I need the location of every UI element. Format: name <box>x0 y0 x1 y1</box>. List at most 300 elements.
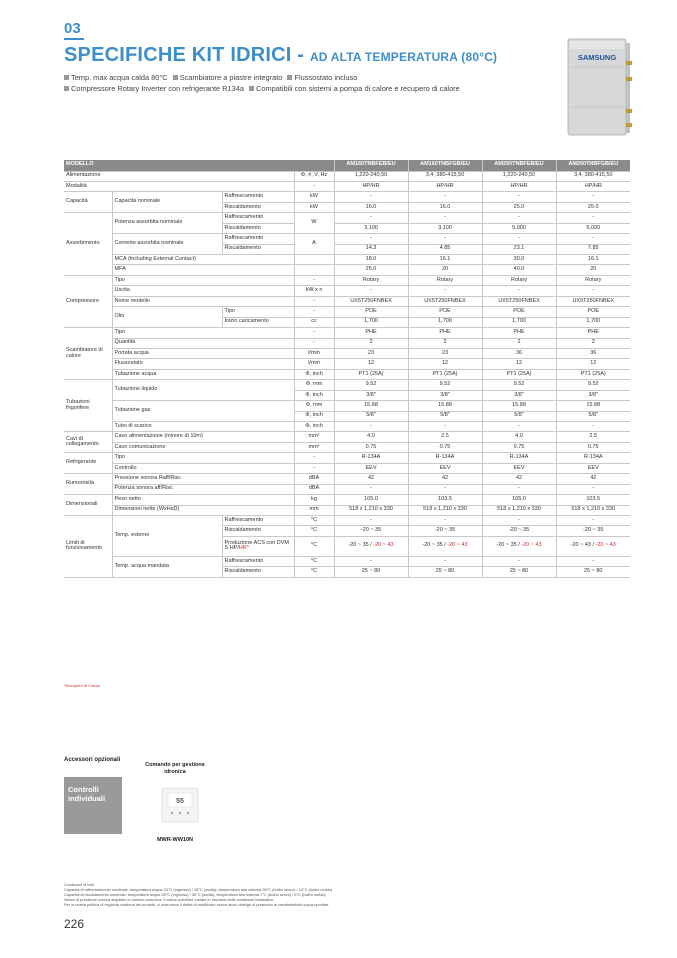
unit-cell: kW x n <box>294 286 334 296</box>
value-hp: -20 ~ 43 / <box>570 542 596 549</box>
unit-cell: Φ, inch <box>294 369 334 379</box>
row-label: Peso netto <box>112 495 294 505</box>
table-header-row <box>64 160 630 171</box>
value-cell: - <box>556 422 630 432</box>
row-label: Tubazione liquido <box>112 380 294 401</box>
value-cell: PT1 (25A) <box>482 369 556 379</box>
table-row <box>64 286 630 296</box>
bullet-icon <box>173 75 178 80</box>
value-cell: -20 ~ 35 <box>408 526 482 536</box>
table-row <box>64 255 630 265</box>
row-label: Controllo <box>112 463 294 473</box>
value-cell: EEV <box>482 463 556 473</box>
table-row <box>64 213 630 223</box>
value-cell: - <box>482 192 556 202</box>
value-hr: -20 ~ 43 <box>373 542 394 549</box>
value-cell: Rotary <box>408 275 482 285</box>
unit-cell: W <box>294 213 334 234</box>
value-hr: -20 ~ 43 <box>447 542 468 549</box>
unit-cell <box>294 255 334 265</box>
value-cell: R-134A <box>482 453 556 463</box>
row-label: Pressione sonora Raff/Risc <box>112 474 294 484</box>
value-cell: 1,700 <box>556 317 630 327</box>
value-cell: 12 <box>482 359 556 369</box>
row-label: Potenza sonora aff/Risc <box>112 484 294 494</box>
value-cell: 20 <box>408 265 482 275</box>
value-cell: 2 <box>482 338 556 348</box>
value-cell <box>334 536 408 556</box>
value-cell: - <box>334 286 408 296</box>
table-row <box>64 338 630 348</box>
value-cell: - <box>408 556 482 566</box>
row-label: MFA <box>112 265 294 275</box>
group-label: Refrigerante <box>64 453 112 474</box>
row-label: Dimensioni nette (WxHxD) <box>112 505 294 515</box>
value-cell: - <box>482 234 556 244</box>
row-label: Raffrescamento <box>222 213 294 223</box>
unit-cell: mm² <box>294 442 334 452</box>
value-hp: -20 ~ 35 / <box>422 542 448 549</box>
note-line: Condizioni di test: <box>64 882 95 887</box>
value-cell: 9.52 <box>334 380 408 390</box>
value-cell: 25.0 <box>482 202 556 212</box>
accessories-title: Accessori opzionali <box>64 757 121 763</box>
value-cell: 5,000 <box>556 223 630 233</box>
value-cell: 0.75 <box>556 442 630 452</box>
row-label: Raffrescamento <box>222 556 294 566</box>
value-cell: Rotary <box>334 275 408 285</box>
unit-cell: - <box>294 463 334 473</box>
group-label: Cavi di collegamento <box>64 432 112 453</box>
row-label: Modalità <box>64 181 294 191</box>
header-modello: MODELLO <box>64 160 334 171</box>
page-number: 226 <box>64 917 85 931</box>
group-label: Limiti di funzionamento <box>64 515 112 577</box>
value-cell: 42 <box>556 474 630 484</box>
row-label: Portata acqua <box>112 348 294 358</box>
sub-label: Capacità nominale <box>112 192 222 213</box>
value-cell: PHE <box>482 328 556 338</box>
value-cell: 518 x 1,210 x 330 <box>556 505 630 515</box>
table-row <box>64 422 630 432</box>
value-cell: R-134A <box>408 453 482 463</box>
value-cell: - <box>482 515 556 525</box>
value-cell: 18.0 <box>334 255 408 265</box>
brand-logo: SAMSUNG <box>577 53 617 62</box>
value-cell: PT1 (25A) <box>556 369 630 379</box>
value-cell: 25 ~ 80 <box>556 567 630 577</box>
row-label: Alimentazione <box>64 171 294 181</box>
value-cell: 4.85 <box>408 244 482 254</box>
unit-cell: - <box>294 307 334 317</box>
unit-cell: - <box>294 181 334 191</box>
bullet-icon <box>249 86 254 91</box>
row-label: Tubo di scarico <box>112 422 294 432</box>
row-label <box>222 536 294 556</box>
table-row <box>64 453 630 463</box>
table-row <box>64 432 630 442</box>
table-row <box>64 328 630 338</box>
controller-model: MWR-WW10N <box>156 837 194 843</box>
value-cell <box>482 536 556 556</box>
table-row <box>64 348 630 358</box>
title-sub: AD ALTA TEMPERATURA (80°C) <box>309 50 498 64</box>
row-label: Flussostato <box>112 359 294 369</box>
bullet-icon <box>64 86 69 91</box>
table-row <box>64 307 630 317</box>
row-label: Raffrescamento <box>222 192 294 202</box>
value-cell: 3/8" <box>556 390 630 400</box>
value-cell: 518 x 1,210 x 330 <box>334 505 408 515</box>
value-cell <box>556 536 630 556</box>
value-cell: - <box>556 286 630 296</box>
value-cell: 23 <box>408 348 482 358</box>
row-label: Riscaldamento <box>222 223 294 233</box>
value-cell: 12 <box>334 359 408 369</box>
row-label: Riscaldamento <box>222 244 294 254</box>
value-cell: 3/8" <box>408 390 482 400</box>
row-label: Riscaldamento <box>222 567 294 577</box>
footnote-recupero: *Recupero di Calore <box>64 683 101 688</box>
value-cell: - <box>334 422 408 432</box>
unit-cell: Φ, mm <box>294 380 334 390</box>
unit-cell: kW <box>294 202 334 212</box>
value-cell: -20 ~ 35 <box>334 526 408 536</box>
table-row <box>64 380 630 390</box>
value-cell: EEV <box>408 463 482 473</box>
value-cell: HP/HR <box>482 181 556 191</box>
value-cell: 3,100 <box>334 223 408 233</box>
value-cell: POE <box>556 307 630 317</box>
value-cell: 0.75 <box>408 442 482 452</box>
unit-cell: - <box>294 453 334 463</box>
feature-item: Scambiatore a piastre integrato <box>179 73 283 82</box>
value-cell: 36 <box>482 348 556 358</box>
value-cell: 0.75 <box>482 442 556 452</box>
unit-cell: °C <box>294 567 334 577</box>
header-model: AM160TNBFEB/EU <box>334 160 408 171</box>
row-label: Uscita <box>112 286 294 296</box>
value-cell: 5/8" <box>408 411 482 421</box>
unit-cell: - <box>294 296 334 306</box>
value-cell: 4.0 <box>334 432 408 442</box>
row-label: Raffrescamento <box>222 515 294 525</box>
value-cell: 1,700 <box>482 317 556 327</box>
value-cell: 103.5 <box>408 495 482 505</box>
unit-cell: °C <box>294 556 334 566</box>
value-cell: 16.0 <box>334 202 408 212</box>
value-cell <box>408 536 482 556</box>
value-cell: 23.1 <box>482 244 556 254</box>
bullet-icon <box>64 75 69 80</box>
unit-cell: - <box>294 275 334 285</box>
value-cell: 3/8" <box>482 390 556 400</box>
row-label: Tubazione gas <box>112 401 294 422</box>
table-row <box>64 275 630 285</box>
row-label: MCA (Including External Contact) <box>112 255 294 265</box>
row-label: Nome modello <box>112 296 294 306</box>
feature-list <box>64 72 463 94</box>
value-cell: Rotary <box>482 275 556 285</box>
spec-table <box>64 160 630 578</box>
value-cell: 3,4, 380-415,50 <box>408 171 482 181</box>
controls-group-label: Controlli individuali <box>68 785 106 803</box>
sub-label: Temp. acqua mandata <box>112 556 222 577</box>
sub-label: Olio <box>112 307 222 328</box>
value-cell: 15.88 <box>408 401 482 411</box>
value-cell: - <box>408 422 482 432</box>
sub-label: Corrente assorbita nominale <box>112 234 222 255</box>
value-cell: PT1 (25A) <box>408 369 482 379</box>
value-cell: 103.5 <box>556 495 630 505</box>
group-label: Dimensionali <box>64 495 112 516</box>
value-cell: R-134A <box>334 453 408 463</box>
value-hp: -20 ~ 35 / <box>496 542 522 549</box>
row-label: Riscaldamento <box>222 202 294 212</box>
value-hr: -20 ~ 43 <box>595 542 616 549</box>
unit-cell: Φ, inch <box>294 390 334 400</box>
row-label: Inizio caricamento <box>222 317 294 327</box>
unit-cell: mm² <box>294 432 334 442</box>
table-row <box>64 495 630 505</box>
value-cell: - <box>482 556 556 566</box>
value-cell: - <box>334 484 408 494</box>
value-cell: - <box>334 213 408 223</box>
table-row <box>64 484 630 494</box>
value-cell: 1,700 <box>334 317 408 327</box>
row-label: Quantità <box>112 338 294 348</box>
value-cell: 0.75 <box>334 442 408 452</box>
value-cell: 5/8" <box>556 411 630 421</box>
value-cell: 2 <box>334 338 408 348</box>
unit-cell <box>294 265 334 275</box>
command-title: Comando per gestione idronica <box>145 762 205 775</box>
value-cell: 2.5 <box>408 432 482 442</box>
value-cell: 25.0 <box>556 202 630 212</box>
value-cell: POE <box>482 307 556 317</box>
row-label: Riscaldamento <box>222 526 294 536</box>
chapter-rule <box>64 38 84 40</box>
value-cell: HP/HR <box>334 181 408 191</box>
row-label: Tipo <box>112 275 294 285</box>
feature-row <box>64 83 463 94</box>
value-cell: - <box>334 234 408 244</box>
value-cell: - <box>408 515 482 525</box>
value-cell: - <box>334 192 408 202</box>
value-cell: 16.0 <box>408 202 482 212</box>
table-row <box>64 515 630 525</box>
unit-cell: mm <box>294 505 334 515</box>
group-label: Rumorosità <box>64 474 112 495</box>
header-model: AM160TNBFGB/EU <box>408 160 482 171</box>
table-row <box>64 556 630 566</box>
page-title <box>64 44 497 67</box>
row-label: Tubazione acqua <box>112 369 294 379</box>
value-cell: 1,700 <box>408 317 482 327</box>
chapter-number: 03 <box>64 20 81 37</box>
unit-cell: °C <box>294 515 334 525</box>
svg-text:55: 55 <box>176 798 184 805</box>
unit-cell: Φ, mm <box>294 401 334 411</box>
value-cell: -20 ~ 35 <box>556 526 630 536</box>
value-hr: -20 ~ 43 <box>521 542 542 549</box>
value-cell: 9.52 <box>482 380 556 390</box>
header-model: AM250TNBFGB/EU <box>556 160 630 171</box>
unit-cell: dBA <box>294 474 334 484</box>
value-cell: - <box>408 286 482 296</box>
value-cell: 25 ~ 80 <box>482 567 556 577</box>
value-cell: - <box>556 234 630 244</box>
bullet-icon <box>287 75 292 80</box>
value-cell: 25 ~ 80 <box>408 567 482 577</box>
value-cell: EEV <box>556 463 630 473</box>
value-cell: 9.52 <box>408 380 482 390</box>
table-row <box>64 463 630 473</box>
unit-cell: cc <box>294 317 334 327</box>
value-cell: PHE <box>334 328 408 338</box>
feature-item: Compatibili con sistemi a pompa di calore e recupero di calore <box>256 84 460 93</box>
group-label: Compressore <box>64 275 112 327</box>
value-cell: 15.88 <box>334 401 408 411</box>
table-row <box>64 505 630 515</box>
value-cell: 15.88 <box>482 401 556 411</box>
value-cell: 3/8" <box>334 390 408 400</box>
table-row <box>64 171 630 181</box>
value-cell: POE <box>408 307 482 317</box>
value-cell: UX5T250FNBEX <box>556 296 630 306</box>
value-cell: 518 x 1,210 x 330 <box>408 505 482 515</box>
unit-cell: l/min <box>294 348 334 358</box>
value-hp: -20 ~ 35 / <box>348 542 374 549</box>
table-row <box>64 265 630 275</box>
unit-cell: - <box>294 328 334 338</box>
value-cell: 5/8" <box>482 411 556 421</box>
unit-cell: kW <box>294 192 334 202</box>
table-row <box>64 296 630 306</box>
value-cell: - <box>556 515 630 525</box>
table-row <box>64 234 630 244</box>
note-line: Capacità di raffreddamento nominale: temperatura acqua 23°C (ingresso) / 18°C (uscita); temperatura aria esterna 35°C (bulbo secco) / 24°C (bulbo umido) <box>64 887 333 892</box>
row-label: Cavo comunicazione <box>112 442 294 452</box>
unit-cell: A <box>294 234 334 255</box>
row-label: Tipo <box>222 307 294 317</box>
header-model: AM250TNBFEB/EU <box>482 160 556 171</box>
value-cell: 105.0 <box>482 495 556 505</box>
unit-cell: °C <box>294 526 334 536</box>
feature-item: Compressore Rotary Inverter con refrigerante R134a <box>71 84 244 93</box>
table-row <box>64 369 630 379</box>
value-cell: - <box>408 484 482 494</box>
value-cell: - <box>408 213 482 223</box>
value-cell: 42 <box>334 474 408 484</box>
unit-cell: dBA <box>294 484 334 494</box>
value-cell: 16.1 <box>556 255 630 265</box>
value-cell: 25 ~ 80 <box>334 567 408 577</box>
value-cell: - <box>334 515 408 525</box>
value-cell: 42 <box>408 474 482 484</box>
value-cell: 9.52 <box>556 380 630 390</box>
value-cell: UX5T250FNBEX <box>334 296 408 306</box>
unit-cell: l/min <box>294 359 334 369</box>
feature-row <box>64 72 463 83</box>
acs-label-red: HR* <box>238 545 249 552</box>
table-row <box>64 192 630 202</box>
value-cell: - <box>482 422 556 432</box>
value-cell: UX5T250FNBEX <box>482 296 556 306</box>
value-cell: 5,000 <box>482 223 556 233</box>
value-cell: UX5T250FNBEX <box>408 296 482 306</box>
unit-cell: Φ, inch <box>294 411 334 421</box>
value-cell: 36 <box>556 348 630 358</box>
hydro-unit-image <box>566 37 632 137</box>
value-cell: - <box>556 484 630 494</box>
unit-cell: kg <box>294 495 334 505</box>
value-cell: PHE <box>556 328 630 338</box>
value-cell: 4.0 <box>482 432 556 442</box>
value-cell: 14.3 <box>334 244 408 254</box>
value-cell: HP/HR <box>408 181 482 191</box>
value-cell: 7.85 <box>556 244 630 254</box>
controller-device-icon <box>160 787 200 823</box>
value-cell: Rotary <box>556 275 630 285</box>
value-cell: 20 <box>556 265 630 275</box>
note-line: Per la nostra politica di miglioria continua dei prodotti, ci riserviamo il diritto di modificare senza alcun obbligo di preavviso le caratteristiche sopra riportate. <box>64 902 330 907</box>
value-cell: 3,4, 380-415,50 <box>556 171 630 181</box>
group-label: Capacità <box>64 192 112 213</box>
value-cell: 1,220-240,50 <box>334 171 408 181</box>
table-row <box>64 474 630 484</box>
value-cell: -20 ~ 35 <box>482 526 556 536</box>
value-cell: PT1 (25A) <box>334 369 408 379</box>
table-row <box>64 359 630 369</box>
row-label: Tipo <box>112 453 294 463</box>
value-cell: 2.5 <box>556 432 630 442</box>
value-cell: 23 <box>334 348 408 358</box>
value-cell: POE <box>334 307 408 317</box>
sub-label: Potenza assorbita nominale <box>112 213 222 234</box>
unit-cell: - <box>294 338 334 348</box>
unit-cell: Φ, inch <box>294 422 334 432</box>
value-cell: 16.1 <box>408 255 482 265</box>
value-cell: 1,220-240,50 <box>482 171 556 181</box>
title-main: SPECIFICHE KIT IDRICI - <box>64 44 310 66</box>
value-cell: 30.0 <box>482 255 556 265</box>
value-cell: 12 <box>408 359 482 369</box>
feature-item: Temp. max acqua calda 80°C <box>71 73 168 82</box>
value-cell: - <box>408 234 482 244</box>
value-cell: - <box>334 556 408 566</box>
value-cell: - <box>556 556 630 566</box>
value-cell: 105.0 <box>334 495 408 505</box>
value-cell: - <box>556 213 630 223</box>
value-cell: 42 <box>482 474 556 484</box>
value-cell: 518 x 1,210 x 330 <box>482 505 556 515</box>
sub-label: Temp. esterne <box>112 515 222 556</box>
feature-item: Flussostato incluso <box>294 73 358 82</box>
value-cell: - <box>482 484 556 494</box>
value-cell: - <box>482 213 556 223</box>
table-row <box>64 401 630 411</box>
value-cell: R-134A <box>556 453 630 463</box>
value-cell: PHE <box>408 328 482 338</box>
value-cell: 5/8" <box>334 411 408 421</box>
table-row <box>64 442 630 452</box>
unit-cell: Φ, #, V, Hz <box>294 171 334 181</box>
row-label: Cavo alimentazione (minore di 10m) <box>112 432 294 442</box>
value-cell: 3,100 <box>408 223 482 233</box>
value-cell: 2 <box>556 338 630 348</box>
value-cell: - <box>556 192 630 202</box>
